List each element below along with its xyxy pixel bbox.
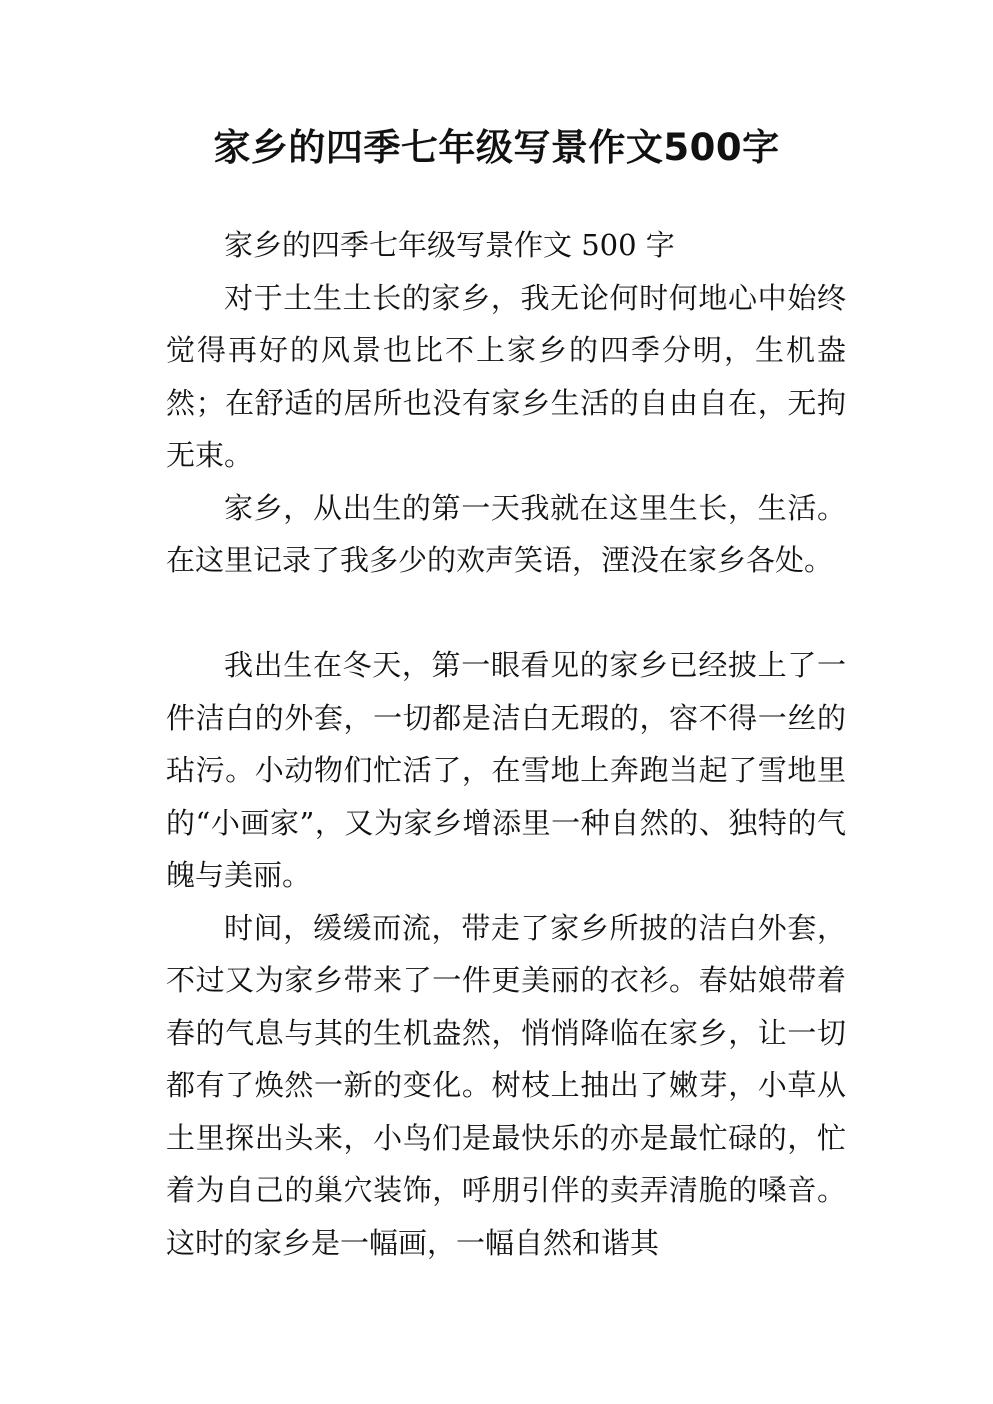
paragraph-winter: 我出生在冬天，第一眼看见的家乡已经披上了一件洁白的外套，一切都是洁白无瑕的，容不得一丝的玷污。小动物们忙活了，在雪地上奔跑当起了雪地里的“小画家”，又为家乡增添里一种自然的、独特的气魄与美丽。 bbox=[166, 648, 846, 892]
paragraph-spacer bbox=[166, 587, 846, 640]
paragraph-hometown: 家乡，从出生的第一天我就在这里生长，生活。在这里记录了我多少的欢声笑语，湮没在家乡各处。 bbox=[166, 490, 846, 577]
document-title: 家乡的四季七年级写景作文500字 bbox=[213, 126, 780, 169]
paragraph-intro: 对于土生土长的家乡，我无论何时何地心中始终觉得再好的风景也比不上家乡的四季分明，生机盎然；在舒适的居所也没有家乡生活的自由自在，无拘无束。 bbox=[166, 280, 846, 472]
document-body bbox=[166, 219, 846, 1269]
paragraph-spring: 时间，缓缓而流，带走了家乡所披的洁白外套，不过又为家乡带来了一件更美丽的衣衫。春姑娘带着春的气息与其的生机盎然，悄悄降临在家乡，让一切都有了焕然一新的变化。树枝上抽出了嫩芽，小草从土里探出头来，小鸟们是最快乐的亦是最忙碌的，忙着为自己的巢穴装饰，呼朋引伴的卖弄清脆的嗓音。这时的家乡是一幅画，一幅自然和谐其 bbox=[166, 910, 846, 1260]
paragraph-heading: 家乡的四季七年级写景作文 500 字 bbox=[224, 228, 675, 262]
